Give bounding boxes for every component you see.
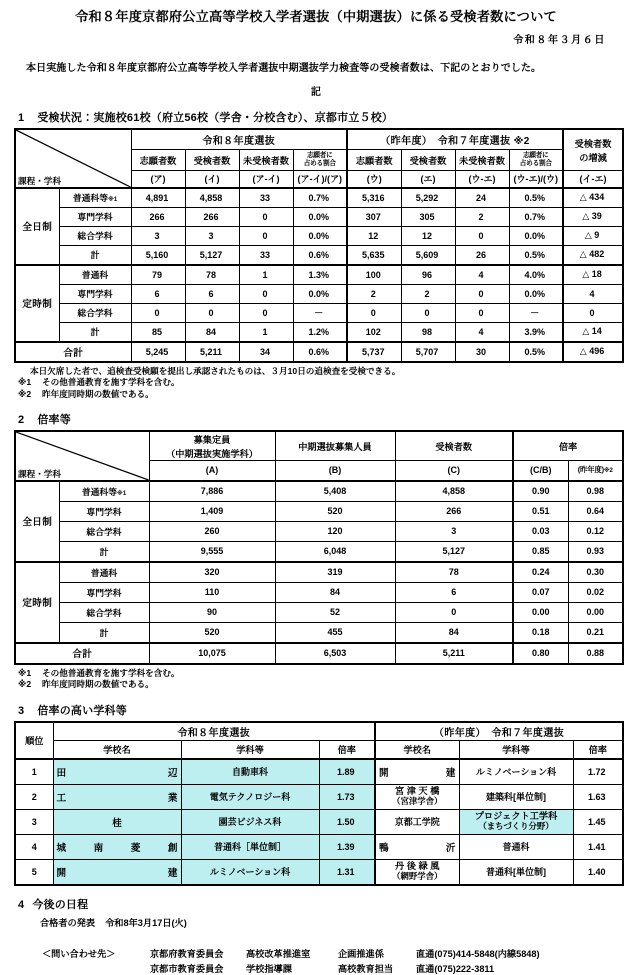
cell-value: 1,409 xyxy=(149,501,275,521)
table2-row-label: 総合学科 xyxy=(59,602,149,622)
exam-status-table xyxy=(14,128,624,363)
cell-value: 78 xyxy=(395,562,513,583)
cell-value: 266 xyxy=(395,501,513,521)
cell-value: 85 xyxy=(131,322,185,342)
table3-col-prev-school: 学校名 xyxy=(375,740,459,759)
table1-sym-cur-absent: (ア-イ) xyxy=(239,170,293,188)
table3-col-cur-school: 学校名 xyxy=(53,740,181,759)
cell-value: △ 434 xyxy=(563,188,623,208)
table1-sym-prev-absent: (ウ-エ) xyxy=(455,170,509,188)
cell-value: 0 xyxy=(455,226,509,245)
table-row xyxy=(15,501,623,521)
contact-subdept: 企画推進係 xyxy=(338,948,384,959)
cell-value: 1 xyxy=(239,265,293,285)
note-line: ※2 昨年度同時期の数値である。 xyxy=(18,388,154,399)
cell-value: 0.30 xyxy=(568,562,623,583)
ki-marker: 記 xyxy=(311,86,321,98)
cell-value: 5,635 xyxy=(347,245,401,265)
table-row xyxy=(15,602,623,622)
table1-sym-increase: (イ-エ) xyxy=(563,170,623,188)
table1-row-label: 計 xyxy=(59,245,131,265)
table1-corner-label: 課程・学科 xyxy=(18,175,61,186)
contact-org: 京都府教育委員会 xyxy=(150,948,224,959)
table1-col-cur-examinees: 受検者数 xyxy=(185,149,239,170)
table1-sym-cur-rate: (ア-イ)/(ア) xyxy=(293,170,347,188)
cell-value: 6 xyxy=(131,284,185,303)
cell-value: 4 xyxy=(455,322,509,342)
cell-value: 79 xyxy=(131,265,185,285)
cell-value: 520 xyxy=(275,501,395,521)
cell-value: 0.85 xyxy=(513,541,568,562)
cell-value: 33 xyxy=(239,245,293,265)
ratio-value: 1.72 xyxy=(573,759,623,785)
cell-value: 10,075 xyxy=(149,643,275,664)
cell-value: 7,886 xyxy=(149,481,275,502)
cell-value: 5,160 xyxy=(131,245,185,265)
ratio-table xyxy=(14,430,624,665)
note-line: ※1 その他普通教育を施す学科を含む。 xyxy=(18,377,180,388)
table2-total-row xyxy=(15,643,623,664)
table1-row-label: 普通科等※1 xyxy=(59,188,131,208)
table1-sym-cur-applicants: (ア) xyxy=(131,170,185,188)
table2-sym-recruit: (B) xyxy=(275,460,395,481)
section1-heading xyxy=(18,109,620,125)
rank-value: 2 xyxy=(15,784,53,809)
note-line: 本日欠席した者で、追検査受検願を提出し承認されたものは、３月10日の追検査を受検できる。 xyxy=(30,365,401,376)
table-row xyxy=(15,784,623,809)
cell-value: 26 xyxy=(455,245,509,265)
cell-value: － xyxy=(293,303,347,322)
table1-total-label: 合計 xyxy=(15,342,131,362)
cell-value: 12 xyxy=(347,226,401,245)
table2-category-fulltime: 全日制 xyxy=(15,481,59,562)
cell-value: 30 xyxy=(455,342,509,362)
table1-row-label: 総合学科 xyxy=(59,303,131,322)
table-row xyxy=(15,859,623,885)
cell-value: 0.93 xyxy=(568,541,623,562)
contact-block xyxy=(42,946,620,975)
school-name: 工 業 xyxy=(53,784,181,809)
table1-col-cur-applicants: 志願者数 xyxy=(131,149,185,170)
table1-sym-prev-examinees: (エ) xyxy=(401,170,455,188)
cell-value: 34 xyxy=(239,342,293,362)
course-name: 普通科[単位制] xyxy=(459,859,573,885)
cell-value: 102 xyxy=(347,322,401,342)
cell-value: 3 xyxy=(395,521,513,541)
table-row xyxy=(15,284,623,303)
cell-value: 260 xyxy=(149,521,275,541)
table2-row-label: 普通科等※1 xyxy=(59,481,149,502)
cell-value: 4 xyxy=(563,284,623,303)
table1-col-prev-applicants: 志願者数 xyxy=(347,149,401,170)
school-name: 桂 xyxy=(53,809,181,834)
table1-row-label: 総合学科 xyxy=(59,226,131,245)
ratio-value: 1.41 xyxy=(573,834,623,859)
cell-value: 5,292 xyxy=(401,188,455,208)
cell-value: 9,555 xyxy=(149,541,275,562)
cell-value: 307 xyxy=(347,207,401,226)
table2-row-label: 専門学科 xyxy=(59,582,149,602)
cell-value: 520 xyxy=(149,622,275,643)
section2-number: 2 xyxy=(18,413,25,426)
table2-col-examinees: 受検者数 xyxy=(395,431,513,461)
section4-item-date: 令和8年3月17日(火) xyxy=(105,917,187,928)
table1-category-parttime: 定時制 xyxy=(15,265,59,342)
cell-value: 455 xyxy=(275,622,395,643)
cell-value: 5,737 xyxy=(347,342,401,362)
table1-row-label: 普通科 xyxy=(59,265,131,285)
cell-value: 5,245 xyxy=(131,342,185,362)
cell-value: 0.6% xyxy=(293,342,347,362)
table1-col-cur-rate: 志願者に 占める割合 xyxy=(293,149,347,170)
table2-sym-ratio-current: (C/B) xyxy=(513,460,568,481)
cell-value: 4.0% xyxy=(509,265,563,285)
rank-value: 5 xyxy=(15,859,53,885)
page-title: 令和８年度京都府公立高等学校入学者選抜（中期選抜）に係る受検者数について xyxy=(75,9,557,24)
table1-sym-cur-examinees: (イ) xyxy=(185,170,239,188)
table2-sym-quota: (A) xyxy=(149,460,275,481)
cell-value: 0 xyxy=(131,303,185,322)
section4-heading xyxy=(18,896,620,912)
contact-subdept: 高校教育担当 xyxy=(338,963,394,974)
cell-value: 100 xyxy=(347,265,401,285)
table-row xyxy=(15,245,623,265)
cell-value: 0.0% xyxy=(293,207,347,226)
table2-corner-label: 課程・学科 xyxy=(18,468,61,479)
rank-value: 1 xyxy=(15,759,53,785)
table1-corner-cell xyxy=(15,129,131,188)
table-row xyxy=(15,759,623,785)
table-row xyxy=(15,303,623,322)
table2-sym-examinees: (C) xyxy=(395,460,513,481)
cell-value: 305 xyxy=(401,207,455,226)
section3-number: 3 xyxy=(18,704,25,717)
note-line: ※2 昨年度同時期の数値である。 xyxy=(18,679,154,690)
table1-col-prev-rate: 志願者に 占める割合 xyxy=(509,149,563,170)
document-page xyxy=(0,9,632,974)
ratio-value: 1.39 xyxy=(319,834,375,859)
cell-value: 1.3% xyxy=(293,265,347,285)
course-name: 電気テクノロジー科 xyxy=(181,784,319,809)
cell-value: 319 xyxy=(275,562,395,583)
cell-value: 0.0% xyxy=(293,284,347,303)
table2-col-recruit: 中期選抜募集人員 xyxy=(275,431,395,461)
school-name: 開 建 xyxy=(375,759,459,785)
cell-value: 0.18 xyxy=(513,622,568,643)
cell-value: 0.0% xyxy=(509,284,563,303)
cell-value: 0 xyxy=(239,284,293,303)
cell-value: 6,503 xyxy=(275,643,395,664)
section2-notes xyxy=(18,668,620,691)
cell-value: 0.5% xyxy=(509,188,563,208)
table3-col-cur-course: 学科等 xyxy=(181,740,319,759)
table1-row-label: 専門学科 xyxy=(59,284,131,303)
cell-value: 84 xyxy=(395,622,513,643)
cell-value: 5,127 xyxy=(395,541,513,562)
school-name: 京都工学院 xyxy=(375,809,459,834)
contact-row xyxy=(42,946,620,960)
contact-label-spacer xyxy=(42,961,150,975)
cell-value: 5,408 xyxy=(275,481,395,502)
table-row xyxy=(15,622,623,643)
cell-value: 0.07 xyxy=(513,582,568,602)
rank-value: 3 xyxy=(15,809,53,834)
note-line: ※1 その他普通教育を施す学科を含む。 xyxy=(18,667,180,678)
ratio-value: 1.73 xyxy=(319,784,375,809)
cell-value: △ 482 xyxy=(563,245,623,265)
cell-value: △ 496 xyxy=(563,342,623,362)
cell-value: 84 xyxy=(275,582,395,602)
table-row xyxy=(15,188,623,208)
cell-value: 5,707 xyxy=(401,342,455,362)
cell-value: 4,858 xyxy=(185,188,239,208)
ratio-value: 1.50 xyxy=(319,809,375,834)
cell-value: 98 xyxy=(401,322,455,342)
contact-phone: 直通(075)222-3811 xyxy=(416,963,495,974)
table3-col-prev-course: 学科等 xyxy=(459,740,573,759)
table2-category-parttime: 定時制 xyxy=(15,562,59,643)
cell-value: 0 xyxy=(239,226,293,245)
cell-value: 0.5% xyxy=(509,342,563,362)
cell-value: 0.98 xyxy=(568,481,623,502)
ratio-value: 1.31 xyxy=(319,859,375,885)
table-row xyxy=(15,541,623,562)
contact-org: 京都市教育委員会 xyxy=(150,963,224,974)
cell-value: 96 xyxy=(401,265,455,285)
cell-value: 1.2% xyxy=(293,322,347,342)
cell-value: 3 xyxy=(131,226,185,245)
school-name: 城 南 菱 創 xyxy=(53,834,181,859)
table1-col-prev-examinees: 受検者数 xyxy=(401,149,455,170)
table3-rank-header: 順位 xyxy=(15,722,53,759)
cell-value: 110 xyxy=(149,582,275,602)
cell-value: 0.80 xyxy=(513,643,568,664)
table3-col-prev-ratio: 倍率 xyxy=(573,740,623,759)
school-name: 宮 津 天 橋 （宮津学舎） xyxy=(375,784,459,809)
table-row xyxy=(15,521,623,541)
table-row xyxy=(15,582,623,602)
cell-value: 0 xyxy=(347,303,401,322)
course-name: 建築科[単位制] xyxy=(459,784,573,809)
course-name: ルミノベーション科 xyxy=(459,759,573,785)
table2-col-quota: 募集定員 （中期選抜実施学科） xyxy=(149,431,275,461)
school-name: 田 辺 xyxy=(53,759,181,785)
cell-value: 120 xyxy=(275,521,395,541)
cell-value: 6 xyxy=(395,582,513,602)
lead-paragraph: 本日実施した令和８年度京都府公立高等学校入学者選抜中期選抜学力検査等の受検者数は、下記のとおりでした。 xyxy=(26,62,542,74)
contact-dept: 学校指導課 xyxy=(246,963,292,974)
cell-value: 2 xyxy=(455,207,509,226)
table1-group-current: 令和８年度選抜 xyxy=(131,129,347,150)
table3-group-current: 令和８年度選抜 xyxy=(53,722,375,741)
document-date: 令和８年３月６日 xyxy=(513,34,606,46)
table1-row-label: 専門学科 xyxy=(59,207,131,226)
section4-item-label: 合格者の発表 xyxy=(40,917,96,928)
cell-value: 0.90 xyxy=(513,481,568,502)
section4-title: 今後の日程 xyxy=(32,898,89,911)
cell-value: 0 xyxy=(395,602,513,622)
table-row xyxy=(15,322,623,342)
course-name: ルミノベーション科 xyxy=(181,859,319,885)
cell-value: 4 xyxy=(455,265,509,285)
cell-value: 0.0% xyxy=(509,226,563,245)
ratio-value: 1.89 xyxy=(319,759,375,785)
table2-row-label: 専門学科 xyxy=(59,501,149,521)
cell-value: 2 xyxy=(347,284,401,303)
cell-value: 6,048 xyxy=(275,541,395,562)
table1-sym-prev-rate: (ウ-エ)/(ウ) xyxy=(509,170,563,188)
school-name: 開 建 xyxy=(53,859,181,885)
cell-value: 5,211 xyxy=(185,342,239,362)
section2-title: 倍率等 xyxy=(37,413,71,426)
table2-row-label: 普通科 xyxy=(59,562,149,583)
cell-value: 6 xyxy=(185,284,239,303)
table2-col-ratio-group: 倍率 xyxy=(513,431,623,461)
cell-value: 0.7% xyxy=(293,188,347,208)
table-row xyxy=(15,226,623,245)
cell-value: 5,316 xyxy=(347,188,401,208)
section2-heading xyxy=(18,411,620,427)
cell-value: 0 xyxy=(563,303,623,322)
table1-total-row xyxy=(15,342,623,362)
cell-value: 266 xyxy=(131,207,185,226)
ratio-value: 1.40 xyxy=(573,859,623,885)
cell-value: 0 xyxy=(239,207,293,226)
table-row xyxy=(15,562,623,583)
cell-value: 0 xyxy=(455,284,509,303)
course-name: 普通科［単位制］ xyxy=(181,834,319,859)
school-name: 鴨 沂 xyxy=(375,834,459,859)
cell-value: 1 xyxy=(239,322,293,342)
table-row xyxy=(15,207,623,226)
cell-value: 0.00 xyxy=(513,602,568,622)
contact-label: ＜問い合わせ先＞ xyxy=(42,948,116,959)
table1-category-fulltime: 全日制 xyxy=(15,188,59,265)
section1-number: 1 xyxy=(18,111,25,124)
cell-value: 5,609 xyxy=(401,245,455,265)
section4-item xyxy=(40,915,620,929)
course-name: 園芸ビジネス科 xyxy=(181,809,319,834)
cell-value: 0 xyxy=(401,303,455,322)
school-name: 丹 後 緑 風 （網野学舎） xyxy=(375,859,459,885)
section4-schedule xyxy=(18,896,620,929)
cell-value: 24 xyxy=(455,188,509,208)
table2-row-label: 総合学科 xyxy=(59,521,149,541)
section4-number: 4 xyxy=(18,898,25,911)
contact-row xyxy=(42,961,620,975)
cell-value: 0 xyxy=(185,303,239,322)
cell-value: 0.51 xyxy=(513,501,568,521)
cell-value: 78 xyxy=(185,265,239,285)
cell-value: 0.02 xyxy=(568,582,623,602)
cell-value: 3.9% xyxy=(509,322,563,342)
cell-value: △ 9 xyxy=(563,226,623,245)
top-ratio-table xyxy=(14,721,624,886)
cell-value: 0.6% xyxy=(293,245,347,265)
table1-col-prev-absent: 未受検者数 xyxy=(455,149,509,170)
cell-value: 5,127 xyxy=(185,245,239,265)
ratio-value: 1.63 xyxy=(573,784,623,809)
cell-value: 0.64 xyxy=(568,501,623,521)
cell-value: 0.00 xyxy=(568,602,623,622)
cell-value: 84 xyxy=(185,322,239,342)
table3-col-cur-ratio: 倍率 xyxy=(319,740,375,759)
cell-value: △ 14 xyxy=(563,322,623,342)
contact-dept: 高校改革推進室 xyxy=(246,948,311,959)
table1-col-cur-absent: 未受検者数 xyxy=(239,149,293,170)
cell-value: － xyxy=(509,303,563,322)
table-row xyxy=(15,481,623,502)
cell-value: 4,858 xyxy=(395,481,513,502)
cell-value: 0 xyxy=(239,303,293,322)
cell-value: △ 18 xyxy=(563,265,623,285)
section1-title: 受検状況：実施校61校（府立56校（学舎・分校含む）、京都市立５校） xyxy=(37,111,394,124)
course-name: 自動車科 xyxy=(181,759,319,785)
section1-notes xyxy=(18,366,620,400)
table2-corner-cell xyxy=(15,431,149,481)
table2-total-label: 合計 xyxy=(15,643,149,664)
cell-value: 90 xyxy=(149,602,275,622)
cell-value: 320 xyxy=(149,562,275,583)
cell-value: 0.5% xyxy=(509,245,563,265)
cell-value: 0.0% xyxy=(293,226,347,245)
table1-group-prev: （昨年度） 令和７年度選抜 ※2 xyxy=(347,129,563,150)
cell-value: 4,891 xyxy=(131,188,185,208)
cell-value: 12 xyxy=(401,226,455,245)
cell-value: 0.24 xyxy=(513,562,568,583)
cell-value: 33 xyxy=(239,188,293,208)
table-row xyxy=(15,809,623,834)
cell-value: 0.21 xyxy=(568,622,623,643)
cell-value: 5,211 xyxy=(395,643,513,664)
cell-value: 0 xyxy=(455,303,509,322)
course-name: プロジェクト工学科 （まちづくり分野） xyxy=(459,809,573,834)
table1-sym-prev-applicants: (ウ) xyxy=(347,170,401,188)
table3-group-prev: （昨年度） 令和７年度選抜 xyxy=(375,722,623,741)
rank-value: 4 xyxy=(15,834,53,859)
table-row xyxy=(15,265,623,285)
cell-value: 0.7% xyxy=(509,207,563,226)
cell-value: 52 xyxy=(275,602,395,622)
course-name: 普通科 xyxy=(459,834,573,859)
table2-row-label: 計 xyxy=(59,541,149,562)
cell-value: 3 xyxy=(185,226,239,245)
section3-heading xyxy=(18,702,620,718)
section3-title: 倍率の高い学科等 xyxy=(37,704,127,717)
table2-row-label: 計 xyxy=(59,622,149,643)
contact-phone: 直通(075)414-5848(内線5848) xyxy=(416,948,540,959)
table-row xyxy=(15,834,623,859)
cell-value: 0.88 xyxy=(568,643,623,664)
cell-value: △ 39 xyxy=(563,207,623,226)
table1-increase-header: 受検者数 の増減 xyxy=(563,129,623,171)
ratio-value: 1.45 xyxy=(573,809,623,834)
cell-value: 2 xyxy=(401,284,455,303)
table2-sym-ratio-prev: (昨年度)※2 xyxy=(568,460,623,481)
cell-value: 0.03 xyxy=(513,521,568,541)
cell-value: 0.12 xyxy=(568,521,623,541)
cell-value: 266 xyxy=(185,207,239,226)
table1-row-label: 計 xyxy=(59,322,131,342)
